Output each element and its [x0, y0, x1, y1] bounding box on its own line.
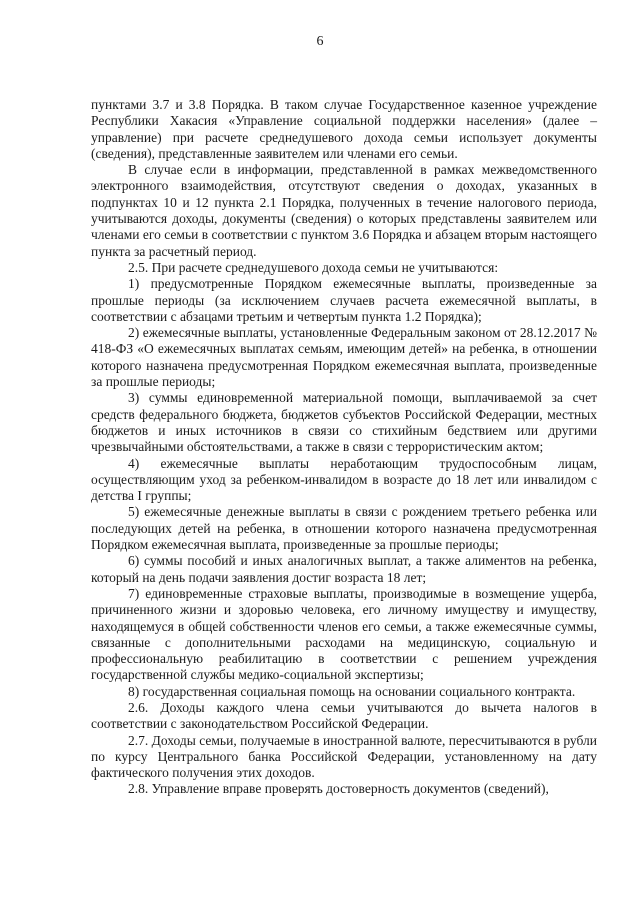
paragraph: 8) государственная социальная помощь на основании социального контракта. — [128, 683, 576, 699]
page-number: 6 — [316, 34, 324, 49]
document-body — [91, 97, 597, 798]
paragraph: 7) единовременные страховые выплаты, производимые в возмещение ущерба, причиненного жизни и здоровью человека, его личному имуществу и имуществу, находящемуся в общей собственности членов его семьи, а также ежемесячные суммы, связанные с дополнительными расходами на медицинскую, социальную и профессиональную реабилитацию в соответствии с решением учреждения государственной службы медико-социальной экспертизы; — [91, 585, 597, 683]
paragraph: пунктами 3.7 и 3.8 Порядка. В таком случае Государственное казенное учреждение Республики Хакасия «Управление социальной поддержки населения» (далее – управление) при расчете среднедушевого дохода семьи использует документы (сведения), представленные заявителем или членами его семьи. — [91, 97, 597, 161]
paragraph: 2.8. Управление вправе проверять достоверность документов (сведений), — [128, 781, 549, 797]
paragraph: 2.7. Доходы семьи, получаемые в иностранной валюте, пересчитываются в рубли по курсу Центрального банка Российской Федерации, установленному на дату фактического получения этих доходов. — [91, 732, 597, 781]
paragraph: 2.5. При расчете среднедушевого дохода семьи не учитываются: — [128, 259, 499, 275]
paragraph: 3) суммы единовременной материальной помощи, выплачиваемой за счет средств федерального бюджета, бюджетов субъектов Российской Федерации, местных бюджетов и иных источников в связи со стихийным бедствием или другими чрезвычайными обстоятельствами, а также в связи с террористическим актом; — [91, 390, 597, 455]
paragraph: 2) ежемесячные выплаты, установленные Федеральным законом от 28.12.2017 № 418-ФЗ «О ежемесячных выплатах семьям, имеющим детей» на ребенка, в отношении которого назначена предусмотренная Порядком ежемесячная выплата, произведенные за прошлые периоды; — [91, 325, 597, 390]
paragraph: 5) ежемесячные денежные выплаты в связи с рождением третьего ребенка или последующих детей на ребенка, в отношении которого назначена предусмотренная Порядком ежемесячная выплата, произведенные за прошлые периоды; — [91, 504, 597, 553]
paragraph: 2.6. Доходы каждого члена семьи учитываются до вычета налогов в соответствии с законодательством Российской Федерации. — [91, 699, 597, 732]
paragraph: 6) суммы пособий и иных аналогичных выплат, а также алиментов на ребенка, который на день подачи заявления достиг возраста 18 лет; — [91, 553, 597, 585]
paragraph: 4) ежемесячные выплаты неработающим трудоспособным лицам, осуществляющим уход за ребенком-инвалидом в возрасте до 18 лет или инвалидом с детства I группы; — [91, 455, 597, 504]
paragraph: В случае если в информации, представленной в рамках межведомственного электронного взаимодействия, отсутствуют сведения о доходах, указанных в подпунктах 10 и 12 пункта 2.1 Порядка, полученных в течение налогового периода, учитываются доходы, документы (сведения) о которых представлены заявителем или членами его семьи в соответствии с пунктом 3.6 Порядка и абзацем вторым настоящего пункта за расчетный период. — [91, 162, 597, 259]
paragraph: 1) предусмотренные Порядком ежемесячные выплаты, произведенные за прошлые периоды (за исключением случаев расчета ежемесячной выплаты, в соответствии с абзацами третьим и четвертым пункта 1.2 Порядка); — [91, 276, 597, 324]
